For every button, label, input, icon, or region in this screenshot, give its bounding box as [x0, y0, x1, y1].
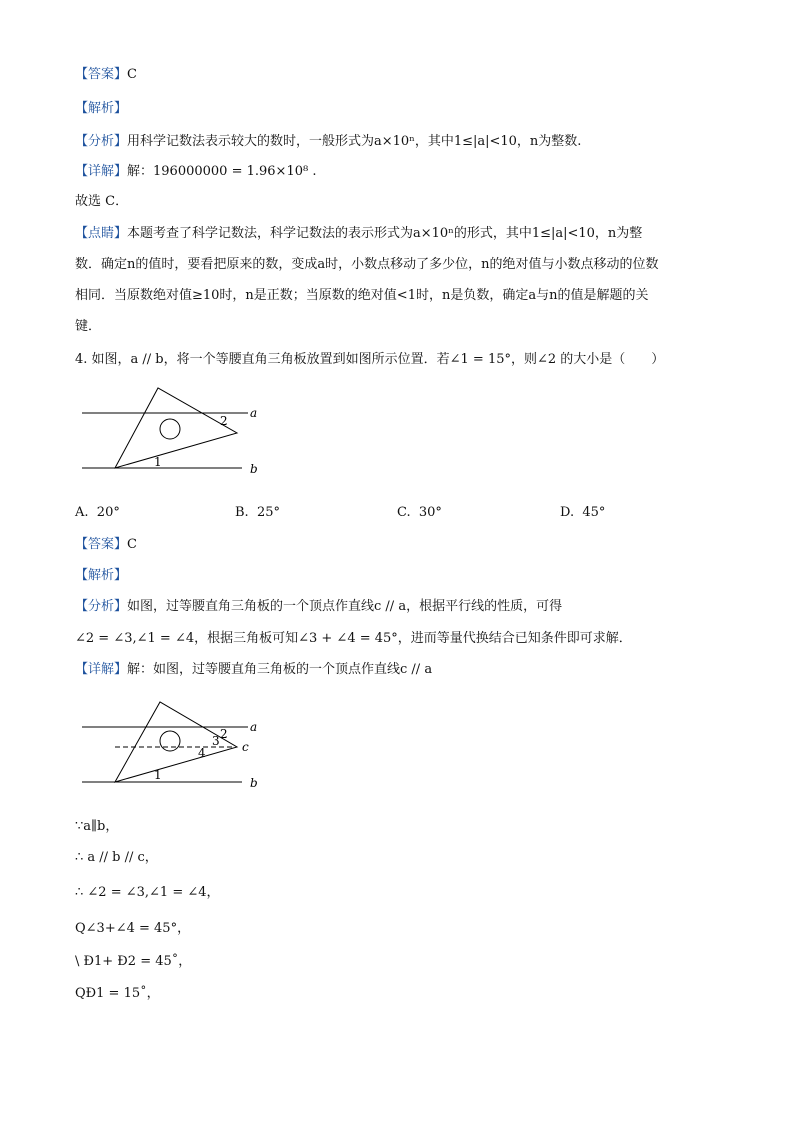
analysis-line-2b: ∠2 = ∠3,∠1 = ∠4，根据三角板可知∠3 + ∠4 = 45°，进而等量代换结合已知条件即可求解．	[75, 631, 632, 646]
analysis-text: 用科学记数法表示较大的数时，一般形式为a×10ⁿ，其中1≤|a|<10，n为整数.	[127, 134, 582, 149]
angle-3-label: 3	[212, 734, 220, 748]
analysis-heading-2: 【解析】	[75, 568, 128, 583]
option-c	[397, 505, 442, 520]
option-a-label: A.	[75, 505, 89, 520]
option-d-value: 45°	[582, 505, 606, 520]
comment-label: 【点睛】	[75, 226, 128, 241]
detail-line-2	[75, 661, 432, 679]
detail-text: 解：196000000 = 1.96×10⁸ .	[127, 164, 317, 179]
step-4: Q∠3+∠4 = 45°，	[75, 921, 191, 936]
option-b	[235, 505, 280, 520]
label-a: a	[250, 406, 258, 420]
angle-4-label: 4	[198, 746, 206, 760]
answer-line-2	[75, 536, 137, 554]
option-a	[75, 505, 120, 520]
label-c: c	[242, 740, 249, 754]
figure-2	[70, 697, 280, 797]
answer-line-1	[75, 66, 137, 84]
option-d-label: D.	[560, 505, 575, 520]
angle-2-label: 2	[220, 414, 228, 428]
answer-value: C	[127, 67, 137, 82]
option-c-value: 30°	[418, 505, 442, 520]
detail-text: 解：如图，过等腰直角三角板的一个顶点作直线c // a	[127, 662, 433, 677]
option-b-value: 25°	[256, 505, 280, 520]
detail-label: 【详解】	[75, 164, 128, 179]
angle-1-label: 1	[154, 768, 162, 782]
analysis-label: 【分析】	[75, 599, 128, 614]
label-a: a	[250, 720, 258, 734]
comment-line-3: 相同．当原数绝对值≥10时，n是正数；当原数的绝对值<1时，n是负数，确定a与n的值是解题的关	[75, 288, 649, 303]
option-c-label: C.	[397, 505, 411, 520]
label-b: b	[250, 462, 258, 476]
analysis-text: 如图，过等腰直角三角板的一个顶点作直线c // a，根据平行线的性质，可得	[127, 599, 563, 614]
comment-text-1: 本题考查了科学记数法，科学记数法的表示形式为a×10ⁿ的形式，其中1≤|a|<10，n为整	[127, 226, 643, 241]
answer-label: 【答案】	[75, 67, 128, 82]
comment-line-1	[75, 225, 642, 243]
step-5: \ Ð1+ Ð2 = 45˚，	[75, 954, 192, 969]
option-b-label: B.	[235, 505, 249, 520]
analysis-line-2a	[75, 598, 562, 616]
analysis-heading-1: 【解析】	[75, 101, 128, 116]
detail-line-1	[75, 163, 316, 181]
figure-1	[70, 380, 280, 480]
step-6: QÐ1 = 15˚，	[75, 986, 160, 1001]
question-4: 4. 如图，a // b，将一个等腰直角三角板放置到如图所示位置．若∠1 = 15°，则∠2 的大小是（ ）	[75, 352, 665, 367]
comment-line-2: 数．确定n的值时，要看把原来的数，变成a时，小数点移动了多少位，n的绝对值与小数点移动的位数	[75, 257, 659, 272]
option-a-value: 20°	[96, 505, 120, 520]
step-2: ∴ a // b // c，	[75, 850, 158, 865]
triangle-hole	[160, 731, 180, 751]
step-1: ∵a∥b，	[75, 819, 119, 834]
answer-label: 【答案】	[75, 537, 128, 552]
angle-2-label: 2	[220, 727, 228, 741]
angle-1-label: 1	[154, 455, 162, 469]
triangle	[115, 388, 237, 468]
choose-line: 故选 C．	[75, 194, 129, 209]
answer-value: C	[127, 537, 137, 552]
option-d	[560, 505, 605, 520]
step-3: ∴ ∠2 = ∠3,∠1 = ∠4，	[75, 885, 220, 900]
analysis-label: 【分析】	[75, 134, 128, 149]
triangle-hole	[160, 419, 180, 439]
label-b: b	[250, 776, 258, 790]
detail-label: 【详解】	[75, 662, 128, 677]
comment-line-4: 键．	[75, 319, 102, 334]
analysis-line-1	[75, 133, 581, 151]
